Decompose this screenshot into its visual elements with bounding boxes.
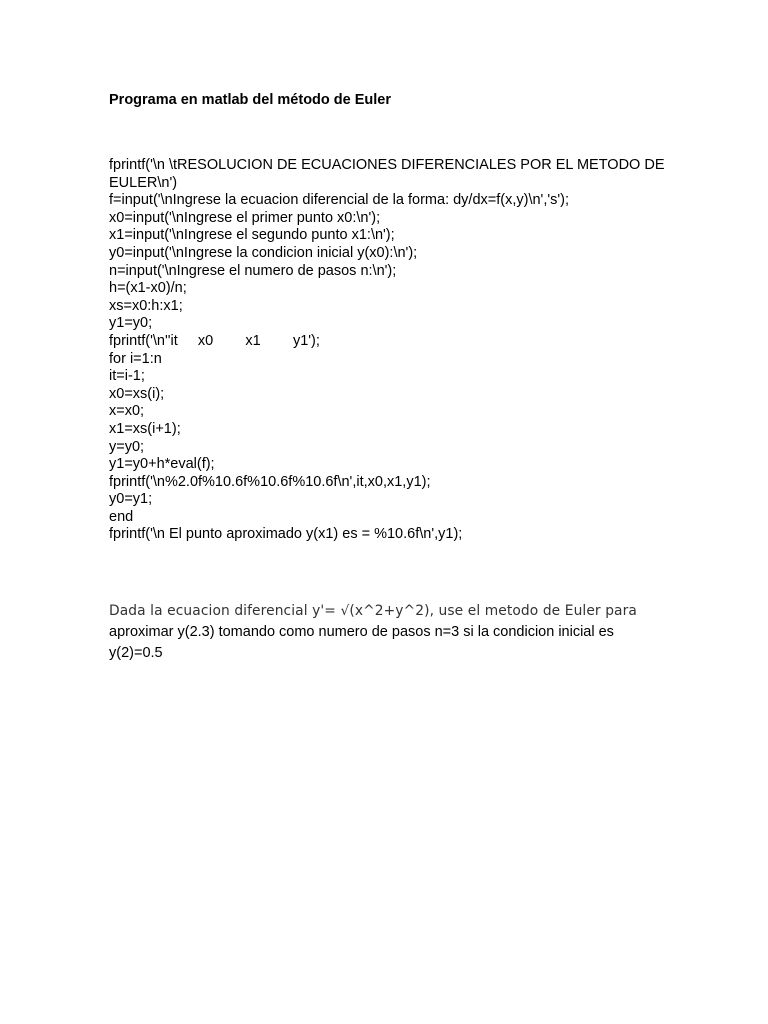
code-line: f=input('\nIngrese la ecuacion diferencial de la forma: dy/dx=f(x,y)\n','s'); xyxy=(109,192,569,209)
code-line: it=i-1; xyxy=(109,368,145,385)
code-line: fprintf('\n El punto aproximado y(x1) es = %10.6f\n',y1); xyxy=(109,526,463,543)
code-line: xs=x0:h:x1; xyxy=(109,297,183,314)
exercise-rest-text: aproximar y(2.3) tomando como numero de pasos n=3 si la condicion inicial es y(2)=0.5 xyxy=(109,624,614,661)
code-line: y1=y0+h*eval(f); xyxy=(109,456,215,473)
code-line: fprintf('\n%2.0f%10.6f%10.6f%10.6f\n',it,x0,x1,y1); xyxy=(109,473,431,490)
code-line: end xyxy=(109,508,134,525)
exercise-paragraph xyxy=(109,601,669,664)
code-line: y1=y0; xyxy=(109,315,153,332)
code-line: x1=xs(i+1); xyxy=(109,420,181,437)
code-line: x1=input('\nIngrese el segundo punto x1:\n'); xyxy=(109,227,395,244)
document-title: Programa en matlab del método de Euler xyxy=(109,92,392,108)
code-line: y0=input('\nIngrese la condicion inicial y(x0):\n'); xyxy=(109,244,418,261)
exercise-lead-text: Dada la ecuacion diferencial y'= √(x^2+y^2), use el metodo de Euler para xyxy=(109,603,637,619)
code-line: y=y0; xyxy=(109,438,145,455)
code-line: fprintf('\n \tRESOLUCION DE ECUACIONES DIFERENCIALES POR EL METODO DE EULER\n') xyxy=(109,157,669,191)
code-line: x=x0; xyxy=(109,403,145,420)
matlab-code-block xyxy=(109,157,669,544)
code-line: for i=1:n xyxy=(109,350,162,367)
code-line: x0=xs(i); xyxy=(109,385,165,402)
code-line: n=input('\nIngrese el numero de pasos n:\n'); xyxy=(109,262,397,279)
code-line: y0=y1; xyxy=(109,491,153,508)
code-line: fprintf('\n''it x0 x1 y1'); xyxy=(109,332,320,349)
code-line: h=(x1-x0)/n; xyxy=(109,280,187,297)
code-line: x0=input('\nIngrese el primer punto x0:\n'); xyxy=(109,209,381,226)
